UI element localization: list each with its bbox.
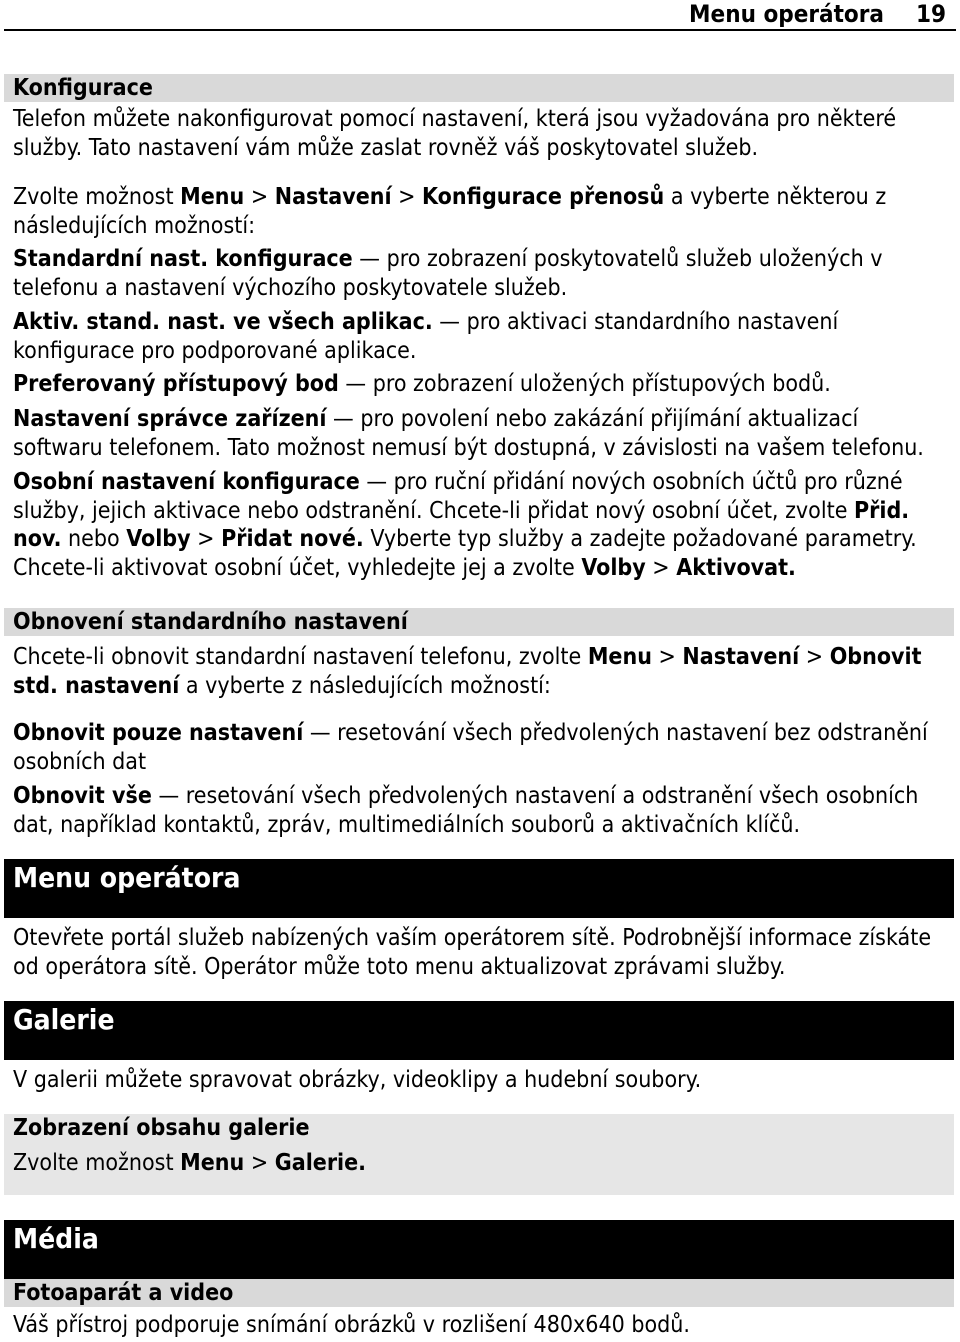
path-post: a vyberte z následujících možností: — [179, 672, 551, 699]
option-desc: resetování všech předvolených nastavení bez odstranění osobních dat — [13, 720, 928, 775]
option-item — [13, 782, 953, 839]
option-dash: — — [326, 406, 361, 432]
intro-text: Telefon můžete nakonfigurovat pomocí nastavení, která jsou vyžadována pro některé služby. Tato nastavení vám může zaslat rovněž váš poskytovatel služeb. — [13, 106, 897, 161]
konfigurace-prenosu-label: Konfigurace přenosů — [422, 184, 665, 210]
body-text: V galerii můžete spravovat obrázky, videoklipy a hudební soubory. — [13, 1067, 702, 1093]
prid-nov-label: Přid. nov. — [13, 497, 910, 552]
option-term: Obnovit pouze nastavení — [13, 720, 304, 746]
path-pre: Chcete-li obnovit standardní nastavení telefonu, zvolte — [13, 644, 588, 670]
galerie-label: Galerie. — [274, 1149, 367, 1176]
option-desc: pro zobrazení uložených přístupových bodů. — [372, 371, 831, 397]
header-rule — [4, 29, 956, 31]
section-heading-obnoveni: Obnovení standardního nastavení — [4, 608, 954, 636]
pridat-nove-label: Přidat nové. — [221, 526, 364, 552]
option-desc: pro ruční přidání nových osobních účtů pro různé služby, jejich aktivace nebo odstranění. Chcete-li přidat nový osobní účet, zvolte — [13, 469, 903, 524]
menu-label: Menu — [587, 644, 652, 670]
volby-label: Volby — [126, 526, 191, 552]
option-term: Standardní nast. konfigurace — [13, 246, 353, 272]
nastaveni-label: Nastavení — [682, 644, 800, 670]
page-header — [0, 0, 960, 30]
path-pre: Zvolte možnost — [13, 184, 181, 210]
obnoveni-path — [13, 643, 953, 700]
path-separator: > — [391, 184, 423, 210]
option-term: Preferovaný přístupový bod — [13, 371, 339, 397]
subsection-heading-fotoaparat: Fotoaparát a video — [4, 1279, 954, 1307]
body-text: Váš přístroj podporuje snímání obrázků v rozlišení 480x640 bodů. — [13, 1312, 690, 1338]
page-number: 19 — [915, 0, 946, 28]
path-separator: > — [799, 644, 830, 670]
option-text: Vyberte typ služby a zadejte požadované parametry. Chcete-li aktivovat osobní účet, vyhledejte jej a zvolte — [13, 526, 917, 581]
option-dash: — — [359, 469, 394, 495]
option-desc: resetování všech předvolených nastavení a odstranění všech osobních dat, například kontaktů, zpráv, multimediálních souborů a aktivačních klíčů. — [13, 783, 919, 838]
option-desc: pro zobrazení poskytovatelů služeb uložených v telefonu a nastavení výchozího poskytovatele služeb. — [13, 246, 883, 301]
option-desc: pro povolení nebo zakázání přijímání aktualizací softwaru telefonem. Tato možnost nemusí být dostupná, v závislosti na vašem telefonu. — [13, 406, 924, 461]
menu-operatora-text — [13, 924, 953, 981]
menu-label: Menu — [180, 1149, 245, 1176]
option-item — [13, 405, 953, 462]
option-desc: pro aktivaci standardního nastavení konfigurace pro podporované aplikace. — [13, 309, 839, 364]
menu-label: Menu — [180, 184, 245, 210]
option-text: nebo — [61, 526, 127, 552]
obnovit-std-label: Obnovit std. nastavení — [13, 644, 922, 699]
option-item — [13, 370, 953, 399]
option-term: Obnovit vše — [13, 783, 152, 809]
path-separator: > — [645, 554, 677, 581]
subsection-heading: Zobrazení obsahu galerie — [13, 1115, 310, 1141]
option-dash: — — [432, 309, 467, 335]
path-separator: > — [651, 644, 683, 670]
section-heading-konfigurace: Konfigurace — [4, 74, 954, 102]
option-dash: — — [338, 371, 373, 397]
body-text: Otevřete portál služeb nabízených vaším operátorem sítě. Podrobnější informace získáte od operátora sítě. Operátor může toto menu aktualizovat zprávami služby. — [13, 925, 932, 980]
option-item-osobni — [13, 468, 953, 582]
volby-label: Volby — [581, 554, 646, 581]
path-separator: > — [244, 1149, 275, 1176]
option-term: Aktiv. stand. nast. ve všech aplikac. — [13, 309, 433, 335]
option-item — [13, 719, 953, 776]
option-term: Nastavení správce zařízení — [13, 406, 327, 432]
option-term: Osobní nastavení konfigurace — [13, 469, 360, 495]
galerie-subsection — [13, 1114, 953, 1177]
path-separator: > — [244, 184, 275, 210]
running-title: Menu operátora — [689, 0, 884, 28]
chapter-heading-media: Média — [4, 1220, 954, 1279]
option-item — [13, 245, 953, 302]
path-post: a vyberte některou z následujících možností: — [13, 184, 887, 239]
path-separator: > — [190, 526, 222, 552]
chapter-heading-galerie: Galerie — [4, 1001, 954, 1060]
aktivovat-label: Aktivovat. — [676, 554, 796, 581]
media-text — [13, 1311, 953, 1340]
option-item — [13, 308, 953, 365]
option-dash: — — [303, 720, 338, 746]
konfigurace-path — [13, 183, 953, 240]
chapter-heading-menu-operatora: Menu operátora — [4, 859, 954, 918]
option-dash: — — [151, 783, 186, 809]
path-pre: Zvolte možnost — [13, 1149, 181, 1176]
galerie-text — [13, 1066, 953, 1095]
nastaveni-label: Nastavení — [274, 184, 392, 210]
option-dash: — — [352, 246, 387, 272]
konfigurace-intro — [13, 105, 953, 162]
